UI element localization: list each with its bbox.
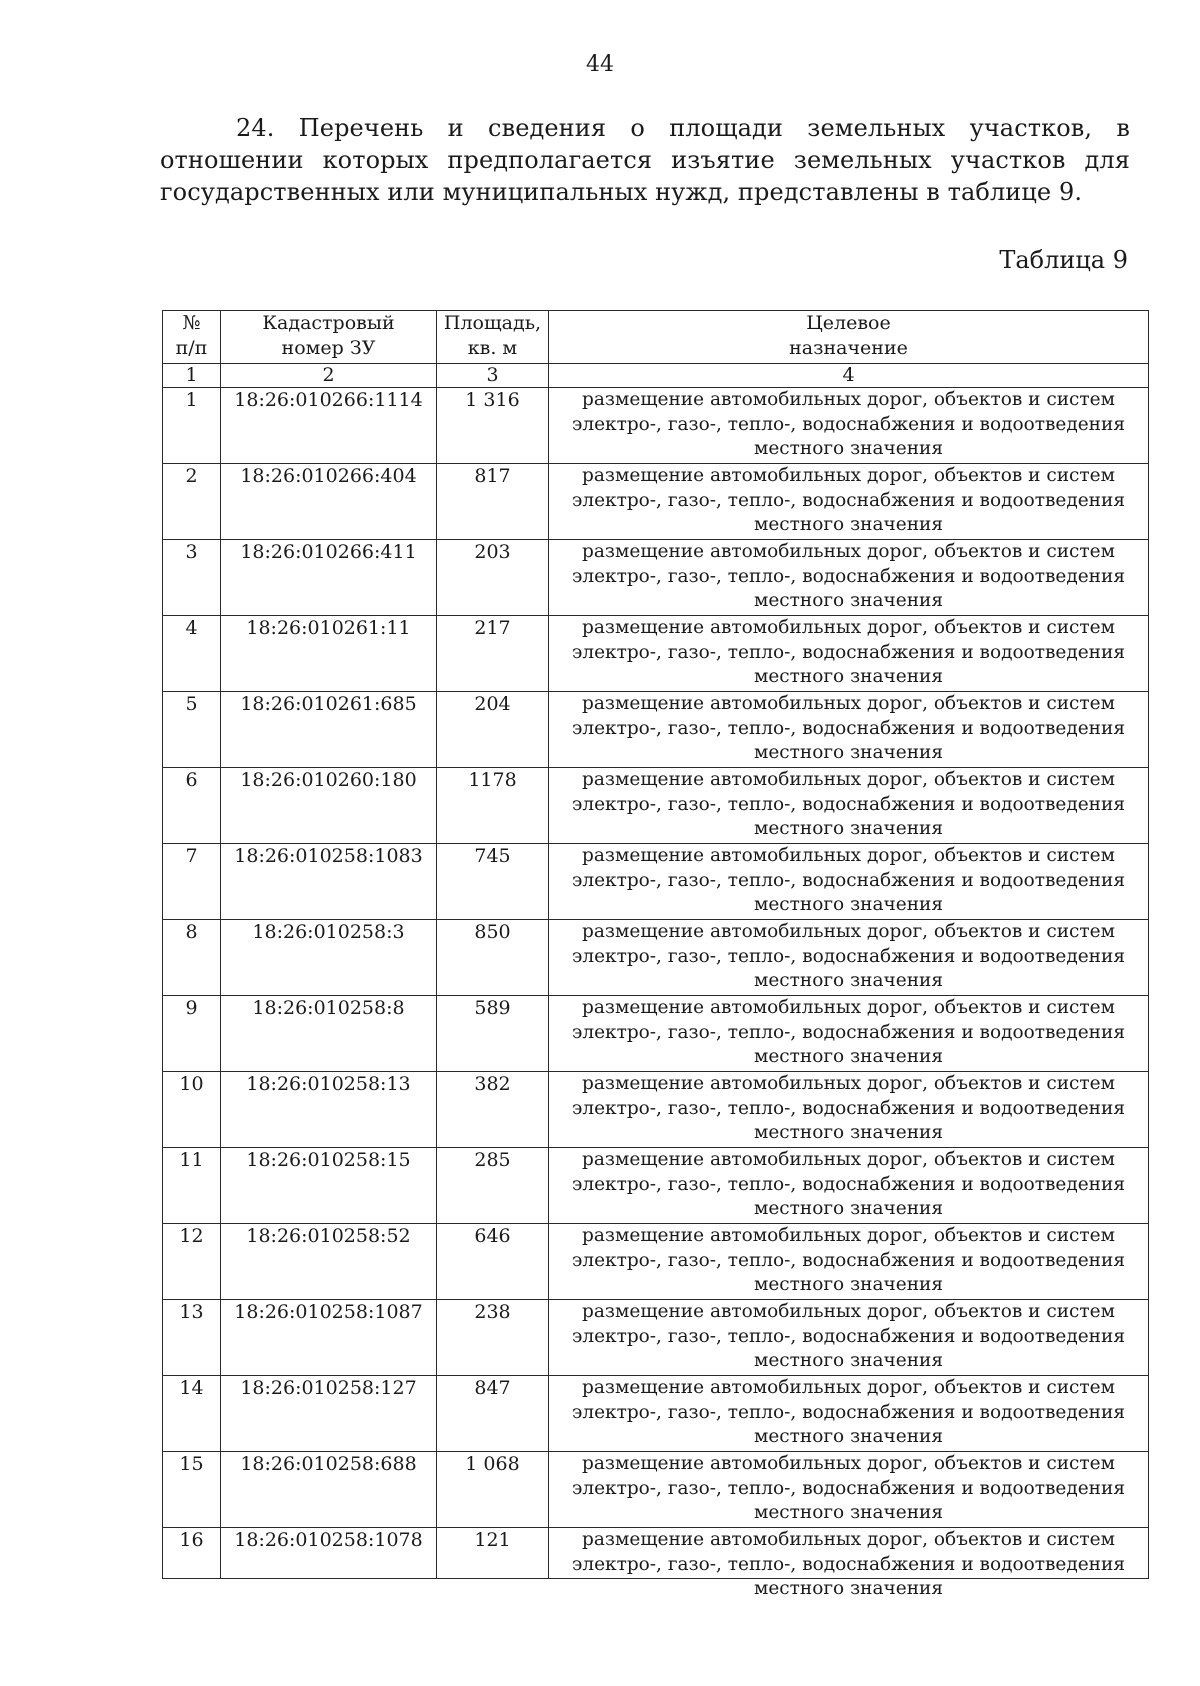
cadastral-number-cell: 18:26:010258:1078 <box>221 1528 437 1579</box>
table-body <box>163 388 1149 1599</box>
purpose-line: местного значения <box>753 894 944 915</box>
row-number-cell: 14 <box>163 1376 221 1452</box>
purpose-line: размещение автомобильных дорог, объектов и систем <box>582 997 1115 1018</box>
area-cell: 1178 <box>437 768 549 844</box>
purpose-cell <box>549 1300 1149 1376</box>
purpose-line: размещение автомобильных дорог, объектов и систем <box>582 1529 1115 1550</box>
column-number-3: 3 <box>437 364 549 388</box>
purpose-line: местного значения <box>753 514 944 535</box>
area-cell: 1 316 <box>437 388 549 464</box>
purpose-cell <box>549 1072 1149 1148</box>
header-purpose <box>549 311 1149 364</box>
purpose-line: размещение автомобильных дорог, объектов и систем <box>582 1225 1115 1246</box>
area-cell: 121 <box>437 1528 549 1579</box>
cadastral-number-cell: 18:26:010258:8 <box>221 996 437 1072</box>
table-row <box>163 996 1149 1072</box>
table-row <box>163 1376 1149 1452</box>
column-number-2: 2 <box>221 364 437 388</box>
table-row <box>163 388 1149 464</box>
cadastral-number-cell: 18:26:010258:13 <box>221 1072 437 1148</box>
purpose-line: электро-, газо-, тепло-, водоснабжения и водоотведения <box>571 1401 1126 1423</box>
purpose-line: электро-, газо-, тепло-, водоснабжения и водоотведения <box>571 413 1126 435</box>
purpose-line: электро-, газо-, тепло-, водоснабжения и водоотведения <box>571 793 1126 815</box>
area-cell: 589 <box>437 996 549 1072</box>
row-number-cell: 6 <box>163 768 221 844</box>
header-purpose-line2: назначение <box>789 337 908 359</box>
purpose-text <box>553 1528 1144 1599</box>
row-number-cell: 13 <box>163 1300 221 1376</box>
purpose-line: местного значения <box>753 1426 944 1447</box>
area-cell: 850 <box>437 920 549 996</box>
purpose-text <box>553 996 1144 1070</box>
purpose-line: электро-, газо-, тепло-, водоснабжения и водоотведения <box>571 1097 1126 1119</box>
table-row <box>163 616 1149 692</box>
row-number-cell: 8 <box>163 920 221 996</box>
cadastral-number-cell: 18:26:010266:404 <box>221 464 437 540</box>
area-cell: 745 <box>437 844 549 920</box>
row-number-cell: 10 <box>163 1072 221 1148</box>
row-number-cell: 12 <box>163 1224 221 1300</box>
purpose-line: местного значения <box>753 1578 944 1599</box>
header-cadastral-line1: Кадастровый <box>262 312 395 334</box>
row-number-cell: 11 <box>163 1148 221 1224</box>
header-area-line2: кв. м <box>467 337 518 359</box>
intro-paragraph: 24. Перечень и сведения о площади земельных участков, в отношении которых предполагается изъятие земельных участков для государственных или муниципальных нужд, представлены в таблице 9. <box>160 114 1130 206</box>
row-number-cell: 2 <box>163 464 221 540</box>
purpose-line: электро-, газо-, тепло-, водоснабжения и водоотведения <box>571 1249 1126 1271</box>
area-cell: 1 068 <box>437 1452 549 1528</box>
table-row <box>163 1224 1149 1300</box>
purpose-cell <box>549 996 1149 1072</box>
header-cadastral <box>221 311 437 364</box>
purpose-line: размещение автомобильных дорог, объектов и систем <box>582 389 1115 410</box>
purpose-cell <box>549 768 1149 844</box>
purpose-line: местного значения <box>753 1046 944 1067</box>
purpose-line: электро-, газо-, тепло-, водоснабжения и водоотведения <box>571 717 1126 739</box>
cadastral-number-cell: 18:26:010258:1087 <box>221 1300 437 1376</box>
purpose-line: размещение автомобильных дорог, объектов и систем <box>582 845 1115 866</box>
row-number-cell: 7 <box>163 844 221 920</box>
table-row <box>163 1452 1149 1528</box>
row-number-cell: 3 <box>163 540 221 616</box>
purpose-cell <box>549 540 1149 616</box>
purpose-line: размещение автомобильных дорог, объектов и систем <box>582 617 1115 638</box>
header-number <box>163 311 221 364</box>
purpose-cell <box>549 1528 1149 1599</box>
table-row <box>163 540 1149 616</box>
purpose-line: размещение автомобильных дорог, объектов и систем <box>582 1073 1115 1094</box>
purpose-line: местного значения <box>753 1274 944 1295</box>
row-number-cell: 4 <box>163 616 221 692</box>
purpose-line: электро-, газо-, тепло-, водоснабжения и водоотведения <box>571 1477 1126 1499</box>
area-cell: 646 <box>437 1224 549 1300</box>
table-row <box>163 844 1149 920</box>
purpose-line: размещение автомобильных дорог, объектов и систем <box>582 1377 1115 1398</box>
purpose-cell <box>549 464 1149 540</box>
cadastral-number-cell: 18:26:010258:3 <box>221 920 437 996</box>
purpose-cell <box>549 1224 1149 1300</box>
purpose-line: размещение автомобильных дорог, объектов и систем <box>582 1301 1115 1322</box>
purpose-line: размещение автомобильных дорог, объектов и систем <box>582 921 1115 942</box>
purpose-text <box>553 1300 1144 1374</box>
column-number-4: 4 <box>549 364 1149 388</box>
header-area-line1: Площадь, <box>443 312 542 334</box>
cadastral-number-cell: 18:26:010266:1114 <box>221 388 437 464</box>
purpose-line: местного значения <box>753 1198 944 1219</box>
row-number-cell: 5 <box>163 692 221 768</box>
cadastral-number-cell: 18:26:010258:1083 <box>221 844 437 920</box>
row-number-cell: 1 <box>163 388 221 464</box>
header-area <box>437 311 549 364</box>
purpose-line: электро-, газо-, тепло-, водоснабжения и водоотведения <box>571 1553 1126 1575</box>
area-cell: 847 <box>437 1376 549 1452</box>
purpose-line: размещение автомобильных дорог, объектов и систем <box>582 1453 1115 1474</box>
purpose-line: местного значения <box>753 666 944 687</box>
purpose-line: электро-, газо-, тепло-, водоснабжения и водоотведения <box>571 869 1126 891</box>
purpose-text <box>553 464 1144 538</box>
purpose-text <box>553 540 1144 614</box>
purpose-line: местного значения <box>753 1502 944 1523</box>
purpose-text <box>553 1224 1144 1298</box>
purpose-cell <box>549 844 1149 920</box>
purpose-text <box>553 1148 1144 1222</box>
table-row <box>163 1148 1149 1224</box>
page-number: 44 <box>586 52 614 77</box>
header-number-line1: № <box>182 312 201 334</box>
cadastral-number-cell: 18:26:010258:127 <box>221 1376 437 1452</box>
purpose-line: размещение автомобильных дорог, объектов и систем <box>582 1149 1115 1170</box>
purpose-line: местного значения <box>753 1122 944 1143</box>
purpose-line: электро-, газо-, тепло-, водоснабжения и водоотведения <box>571 945 1126 967</box>
cadastral-number-cell: 18:26:010261:685 <box>221 692 437 768</box>
area-cell: 203 <box>437 540 549 616</box>
purpose-text <box>553 616 1144 690</box>
row-number-cell: 16 <box>163 1528 221 1579</box>
header-cadastral-line2: номер ЗУ <box>281 337 376 359</box>
purpose-text <box>553 920 1144 994</box>
purpose-line: местного значения <box>753 818 944 839</box>
purpose-text <box>553 844 1144 918</box>
area-cell: 217 <box>437 616 549 692</box>
area-cell: 817 <box>437 464 549 540</box>
purpose-cell <box>549 1376 1149 1452</box>
purpose-cell <box>549 692 1149 768</box>
purpose-text <box>553 768 1144 842</box>
column-number-1: 1 <box>163 364 221 388</box>
purpose-line: размещение автомобильных дорог, объектов и систем <box>582 693 1115 714</box>
table-caption: Таблица 9 <box>999 246 1128 274</box>
header-purpose-line1: Целевое <box>806 312 891 334</box>
area-cell: 382 <box>437 1072 549 1148</box>
purpose-line: местного значения <box>753 590 944 611</box>
row-number-cell: 15 <box>163 1452 221 1528</box>
purpose-text <box>553 1072 1144 1146</box>
column-number-row <box>163 364 1149 388</box>
purpose-text <box>553 1376 1144 1450</box>
purpose-text <box>553 692 1144 766</box>
table-row <box>163 1300 1149 1376</box>
purpose-line: электро-, газо-, тепло-, водоснабжения и водоотведения <box>571 1325 1126 1347</box>
table-row <box>163 1528 1149 1579</box>
purpose-line: электро-, газо-, тепло-, водоснабжения и водоотведения <box>571 1021 1126 1043</box>
purpose-cell <box>549 920 1149 996</box>
row-number-cell: 9 <box>163 996 221 1072</box>
cadastral-number-cell: 18:26:010260:180 <box>221 768 437 844</box>
cadastral-number-cell: 18:26:010258:15 <box>221 1148 437 1224</box>
purpose-line: местного значения <box>753 438 944 459</box>
table-row <box>163 1072 1149 1148</box>
cadastral-number-cell: 18:26:010266:411 <box>221 540 437 616</box>
purpose-cell <box>549 616 1149 692</box>
purpose-cell <box>549 1452 1149 1528</box>
cadastral-number-cell: 18:26:010261:11 <box>221 616 437 692</box>
table-row <box>163 692 1149 768</box>
cadastral-number-cell: 18:26:010258:688 <box>221 1452 437 1528</box>
purpose-line: размещение автомобильных дорог, объектов и систем <box>582 769 1115 790</box>
area-cell: 285 <box>437 1148 549 1224</box>
purpose-line: электро-, газо-, тепло-, водоснабжения и водоотведения <box>571 489 1126 511</box>
area-cell: 204 <box>437 692 549 768</box>
purpose-line: местного значения <box>753 742 944 763</box>
table-header-row <box>163 311 1149 364</box>
purpose-line: электро-, газо-, тепло-, водоснабжения и водоотведения <box>571 1173 1126 1195</box>
purpose-text <box>553 1452 1144 1526</box>
purpose-line: размещение автомобильных дорог, объектов и систем <box>582 465 1115 486</box>
table-row <box>163 920 1149 996</box>
purpose-line: электро-, газо-, тепло-, водоснабжения и водоотведения <box>571 641 1126 663</box>
purpose-line: местного значения <box>753 1350 944 1371</box>
purpose-line: электро-, газо-, тепло-, водоснабжения и водоотведения <box>571 565 1126 587</box>
purpose-cell <box>549 388 1149 464</box>
purpose-text <box>553 388 1144 462</box>
purpose-line: местного значения <box>753 970 944 991</box>
parcels-table <box>162 310 1149 1599</box>
table-row <box>163 464 1149 540</box>
purpose-line: размещение автомобильных дорог, объектов и систем <box>582 541 1115 562</box>
area-cell: 238 <box>437 1300 549 1376</box>
header-number-line2: п/п <box>175 337 208 359</box>
table-row <box>163 768 1149 844</box>
purpose-cell <box>549 1148 1149 1224</box>
cadastral-number-cell: 18:26:010258:52 <box>221 1224 437 1300</box>
